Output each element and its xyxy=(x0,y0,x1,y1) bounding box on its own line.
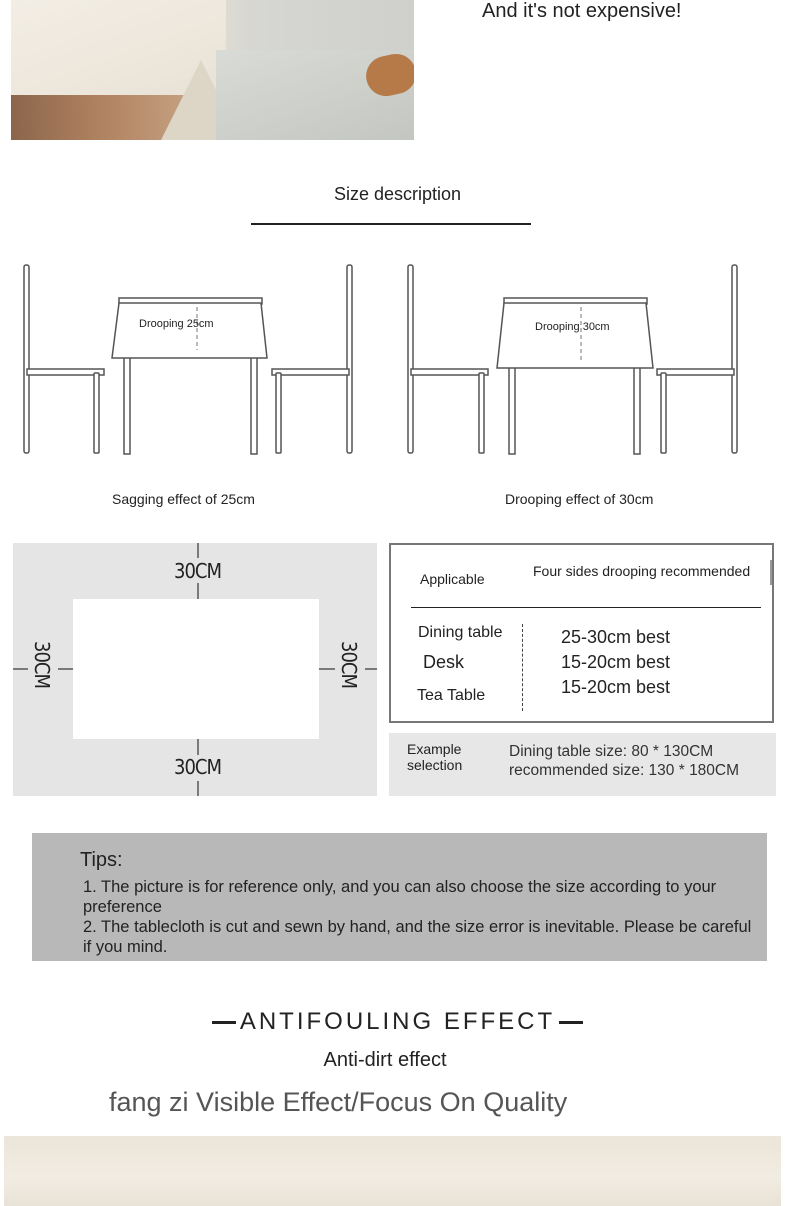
table-edge-mark xyxy=(770,560,772,585)
table-divider xyxy=(411,607,761,608)
applicable-header: Four sides drooping recommended xyxy=(533,563,751,579)
tip-2: 2. The tablecloth is cut and sewn by hand, and the size error is inevitable. Please be careful if you mind. xyxy=(83,918,752,956)
example-line1: Dining table size: 80 * 130CM xyxy=(509,743,714,760)
section-title: Size description xyxy=(333,184,462,204)
row-value: 25-30cm best xyxy=(561,627,671,647)
diagram-30cm xyxy=(395,255,789,465)
quality-tagline: fang zi Visible Effect/Focus On Quality xyxy=(109,1087,568,1117)
antifouling-subtitle: Anti-dirt effect xyxy=(323,1049,447,1071)
example-label: Example selection xyxy=(407,741,463,773)
row-item: Tea Table xyxy=(417,687,486,704)
row-item: Desk xyxy=(423,652,465,672)
tips-title: Tips: xyxy=(80,849,123,871)
column-divider xyxy=(522,624,523,711)
example-line2: recommended size: 130 * 180CM xyxy=(509,762,740,779)
antifouling-title: ANTIFOULING EFFECT xyxy=(0,1008,789,1036)
row-value: 15-20cm best xyxy=(561,677,671,697)
size-box xyxy=(13,543,377,796)
dim-right: 30CM xyxy=(337,641,361,688)
tip-1: 1. The picture is for reference only, and you can also choose the size according to your preference xyxy=(83,878,717,916)
section-underline xyxy=(251,223,531,225)
drooping-label-30: Drooping 30cm xyxy=(535,321,610,333)
headline: And it's not expensive! xyxy=(482,0,682,22)
drooping-label-25: Drooping 25cm xyxy=(139,318,214,330)
fabric-photo xyxy=(4,1136,781,1206)
caption-25cm: Sagging effect of 25cm xyxy=(112,491,255,507)
caption-30cm: Drooping effect of 30cm xyxy=(505,491,654,507)
applicable-label: Applicable xyxy=(420,571,485,587)
dim-left: 30CM xyxy=(30,641,54,688)
tips-text xyxy=(83,877,763,957)
tips-box xyxy=(32,833,767,961)
dim-bottom: 30CM xyxy=(174,755,221,779)
title-dash-left xyxy=(212,1021,236,1024)
diagram-25cm xyxy=(0,255,395,465)
dim-top: 30CM xyxy=(174,559,221,583)
row-value: 15-20cm best xyxy=(561,652,671,672)
row-item: Dining table xyxy=(418,624,503,641)
example-selection xyxy=(389,733,776,796)
tablecloth-photo xyxy=(11,0,414,140)
title-dash-right xyxy=(559,1021,583,1024)
applicable-table xyxy=(389,543,774,723)
